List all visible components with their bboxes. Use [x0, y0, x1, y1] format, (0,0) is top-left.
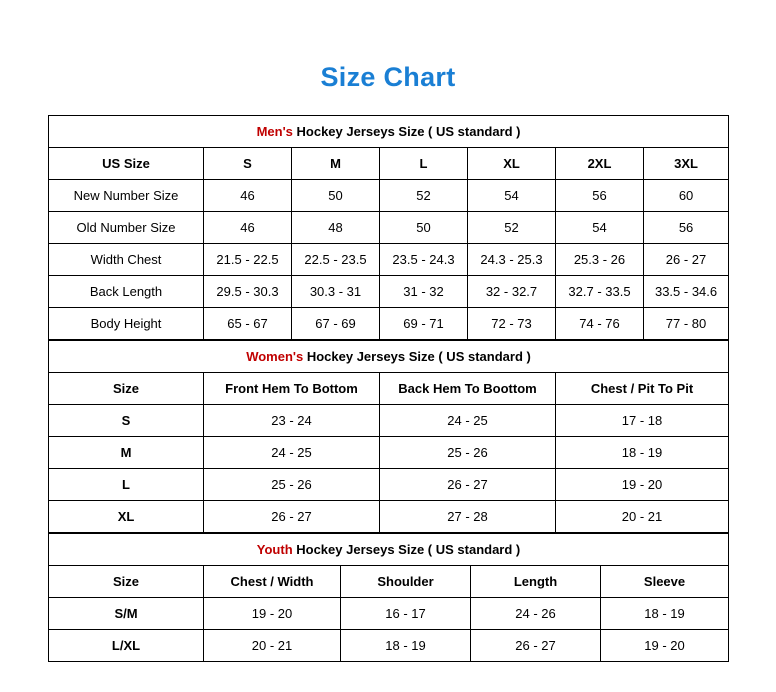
mens-row-4-label: Body Height [49, 308, 204, 340]
mens-row-3-val-4: 32.7 - 33.5 [556, 276, 644, 308]
mens-row-0-val-4: 56 [556, 180, 644, 212]
womens-row-1-label: M [49, 437, 204, 469]
youth-header-rest: Hockey Jerseys Size ( US standard ) [292, 542, 521, 557]
mens-row-3-val-1: 30.3 - 31 [292, 276, 380, 308]
table-section-header-row [49, 341, 729, 373]
table-row [49, 276, 729, 308]
mens-row-3-val-0: 29.5 - 30.3 [204, 276, 292, 308]
mens-row-3-val-3: 32 - 32.7 [468, 276, 556, 308]
table-header-row [49, 566, 729, 598]
table-row [49, 212, 729, 244]
womens-col-3: Chest / Pit To Pit [556, 373, 729, 405]
mens-col-6: 3XL [644, 148, 729, 180]
mens-row-2-val-5: 26 - 27 [644, 244, 729, 276]
mens-row-4-val-3: 72 - 73 [468, 308, 556, 340]
womens-row-0-val-2: 17 - 18 [556, 405, 729, 437]
mens-col-0: US Size [49, 148, 204, 180]
mens-row-4-val-1: 67 - 69 [292, 308, 380, 340]
mens-row-0-val-5: 60 [644, 180, 729, 212]
mens-row-1-val-4: 54 [556, 212, 644, 244]
womens-header-accent: Women's [246, 349, 304, 364]
table-row [49, 630, 729, 662]
mens-row-3-val-5: 33.5 - 34.6 [644, 276, 729, 308]
youth-row-0-val-3: 18 - 19 [601, 598, 729, 630]
youth-row-1-label: L/XL [49, 630, 204, 662]
youth-row-0-val-1: 16 - 17 [341, 598, 471, 630]
womens-row-3-label: XL [49, 501, 204, 533]
table-row [49, 405, 729, 437]
mens-row-1-val-1: 48 [292, 212, 380, 244]
mens-row-1-val-5: 56 [644, 212, 729, 244]
mens-row-3-label: Back Length [49, 276, 204, 308]
womens-row-2-label: L [49, 469, 204, 501]
table-row [49, 598, 729, 630]
youth-row-1-val-3: 19 - 20 [601, 630, 729, 662]
table-section-header-row [49, 116, 729, 148]
womens-col-0: Size [49, 373, 204, 405]
mens-row-2-val-0: 21.5 - 22.5 [204, 244, 292, 276]
mens-row-2-val-4: 25.3 - 26 [556, 244, 644, 276]
youth-row-1-val-0: 20 - 21 [204, 630, 341, 662]
mens-col-4: XL [468, 148, 556, 180]
womens-size-table [48, 340, 729, 533]
mens-row-0-val-3: 54 [468, 180, 556, 212]
mens-row-1-val-3: 52 [468, 212, 556, 244]
mens-col-5: 2XL [556, 148, 644, 180]
womens-row-3-val-2: 20 - 21 [556, 501, 729, 533]
mens-row-1-val-2: 50 [380, 212, 468, 244]
womens-row-2-val-2: 19 - 20 [556, 469, 729, 501]
youth-row-0-label: S/M [49, 598, 204, 630]
womens-col-2: Back Hem To Boottom [380, 373, 556, 405]
mens-row-4-val-4: 74 - 76 [556, 308, 644, 340]
youth-col-2: Shoulder [341, 566, 471, 598]
mens-row-0-val-1: 50 [292, 180, 380, 212]
mens-section-header [49, 116, 729, 148]
youth-col-4: Sleeve [601, 566, 729, 598]
table-row [49, 244, 729, 276]
womens-section-header [49, 341, 729, 373]
mens-row-0-val-2: 52 [380, 180, 468, 212]
mens-row-2-label: Width Chest [49, 244, 204, 276]
youth-row-0-val-2: 24 - 26 [471, 598, 601, 630]
womens-row-1-val-1: 25 - 26 [380, 437, 556, 469]
youth-row-1-val-2: 26 - 27 [471, 630, 601, 662]
mens-col-2: M [292, 148, 380, 180]
table-row [49, 308, 729, 340]
youth-row-1-val-1: 18 - 19 [341, 630, 471, 662]
mens-row-4-val-5: 77 - 80 [644, 308, 729, 340]
mens-row-2-val-1: 22.5 - 23.5 [292, 244, 380, 276]
womens-row-2-val-0: 25 - 26 [204, 469, 380, 501]
mens-header-rest: Hockey Jerseys Size ( US standard ) [292, 124, 521, 139]
womens-row-1-val-0: 24 - 25 [204, 437, 380, 469]
womens-row-0-val-1: 24 - 25 [380, 405, 556, 437]
womens-row-3-val-1: 27 - 28 [380, 501, 556, 533]
mens-header-accent: Men's [256, 124, 293, 139]
page-title: Size Chart [320, 62, 456, 92]
womens-row-0-label: S [49, 405, 204, 437]
mens-col-1: S [204, 148, 292, 180]
youth-col-3: Length [471, 566, 601, 598]
mens-row-1-val-0: 46 [204, 212, 292, 244]
table-header-row [49, 148, 729, 180]
mens-row-2-val-2: 23.5 - 24.3 [380, 244, 468, 276]
mens-row-0-label: New Number Size [49, 180, 204, 212]
womens-row-2-val-1: 26 - 27 [380, 469, 556, 501]
mens-row-4-val-2: 69 - 71 [380, 308, 468, 340]
size-chart-container [48, 115, 728, 662]
womens-row-0-val-0: 23 - 24 [204, 405, 380, 437]
mens-row-0-val-0: 46 [204, 180, 292, 212]
youth-col-0: Size [49, 566, 204, 598]
table-row [49, 469, 729, 501]
womens-row-1-val-2: 18 - 19 [556, 437, 729, 469]
table-row [49, 180, 729, 212]
youth-header-accent: Youth [256, 542, 293, 557]
mens-size-table [48, 115, 729, 340]
mens-col-3: L [380, 148, 468, 180]
mens-row-1-label: Old Number Size [49, 212, 204, 244]
youth-size-table [48, 533, 729, 662]
table-header-row [49, 373, 729, 405]
mens-row-4-val-0: 65 - 67 [204, 308, 292, 340]
womens-row-3-val-0: 26 - 27 [204, 501, 380, 533]
youth-row-0-val-0: 19 - 20 [204, 598, 341, 630]
table-row [49, 501, 729, 533]
mens-row-2-val-3: 24.3 - 25.3 [468, 244, 556, 276]
mens-row-3-val-2: 31 - 32 [380, 276, 468, 308]
youth-section-header [49, 534, 729, 566]
youth-col-1: Chest / Width [204, 566, 341, 598]
womens-header-rest: Hockey Jerseys Size ( US standard ) [303, 349, 531, 364]
womens-col-1: Front Hem To Bottom [204, 373, 380, 405]
table-row [49, 437, 729, 469]
table-section-header-row [49, 534, 729, 566]
